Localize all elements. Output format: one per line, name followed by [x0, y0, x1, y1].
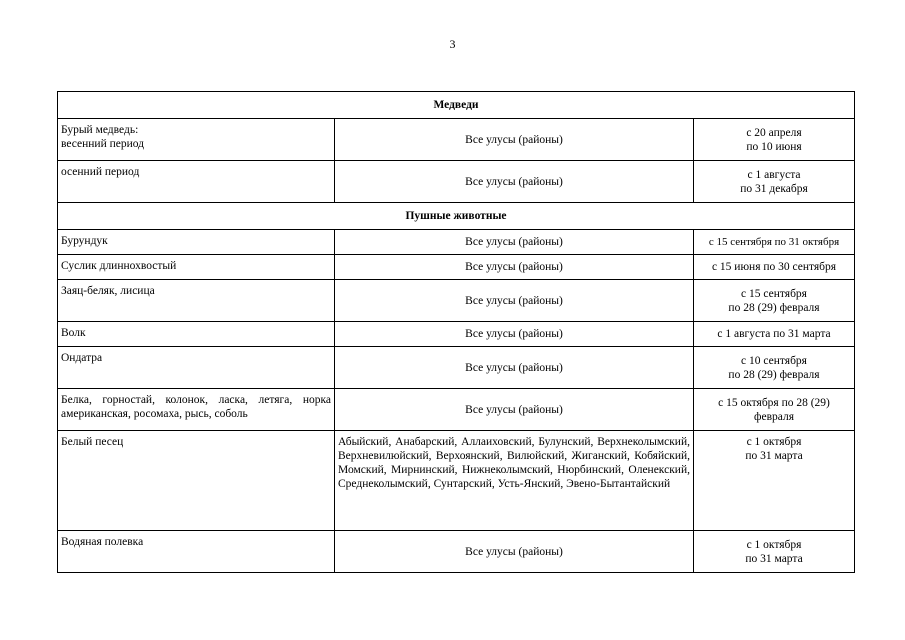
region-cell: Все улусы (районы)	[335, 347, 694, 389]
table-row	[58, 161, 855, 203]
animal-cell: Заяц-беляк, лисица	[58, 280, 335, 322]
animal-cell: Суслик длиннохвостый	[58, 255, 335, 280]
animal-cell: Водяная полевка	[58, 531, 335, 573]
table-row	[58, 255, 855, 280]
region-cell: Все улусы (районы)	[335, 161, 694, 203]
region-cell: Все улусы (районы)	[335, 389, 694, 431]
page-number: 3	[449, 37, 456, 51]
period-cell: с 15 июня по 30 сентября	[694, 255, 855, 280]
section-title: Медведи	[58, 92, 855, 119]
period-cell: с 1 октября по 31 марта	[694, 531, 855, 573]
region-list: Абыйский, Анабарский, Аллаиховский, Булунский, Верхнеколымский, Верхневилюйский, Верхоянский, Вилюйский, Жиганский, Кобяйский, Момский, Мирнинский, Нижнеколымский, Нюрбинский, Оленекский, Среднеколымский, Сунтарский, Усть-Янский, Эвено-Бытантайский	[338, 436, 690, 490]
animal-cell: Волк	[58, 322, 335, 347]
section-row-fur-animals	[58, 203, 855, 230]
region-cell: Все улусы (районы)	[335, 119, 694, 161]
table-row	[58, 119, 855, 161]
region-cell: Все улусы (районы)	[335, 322, 694, 347]
period-cell: с 10 сентября по 28 (29) февраля	[694, 347, 855, 389]
animal-cell: Ондатра	[58, 347, 335, 389]
period-cell: с 15 октября по 28 (29) февраля	[694, 389, 855, 431]
section-title: Пушные животные	[58, 203, 855, 230]
period-cell: с 15 сентября по 31 октября	[694, 230, 855, 255]
region-cell: Все улусы (районы)	[335, 280, 694, 322]
animal-line: Бурый медведь: весенний период	[61, 124, 145, 150]
animal-cell: осенний период	[58, 161, 335, 203]
table-row	[58, 230, 855, 255]
table-row	[58, 347, 855, 389]
region-cell: Все улусы (районы)	[335, 255, 694, 280]
table-row	[58, 322, 855, 347]
region-cell: Все улусы (районы)	[335, 531, 694, 573]
table-row	[58, 431, 855, 531]
animal-cell: Белый песец	[58, 431, 335, 531]
animal-cell: Белка, горностай, колонок, ласка, летяга, норка американская, росомаха, рысь, соболь	[58, 389, 335, 431]
period-cell: с 1 октября по 31 марта	[694, 431, 855, 531]
table-row	[58, 280, 855, 322]
region-cell: Все улусы (районы)	[335, 230, 694, 255]
table-row	[58, 531, 855, 573]
period-cell: с 20 апреля по 10 июня	[694, 119, 855, 161]
table-row	[58, 389, 855, 431]
section-row-bears	[58, 92, 855, 119]
period-cell: с 1 августа по 31 марта	[694, 322, 855, 347]
animal-cell	[58, 119, 335, 161]
region-cell	[335, 431, 694, 531]
period-cell: с 15 сентября по 28 (29) февраля	[694, 280, 855, 322]
period-cell: с 1 августа по 31 декабря	[694, 161, 855, 203]
animal-cell: Бурундук	[58, 230, 335, 255]
hunting-periods-table	[57, 91, 855, 573]
